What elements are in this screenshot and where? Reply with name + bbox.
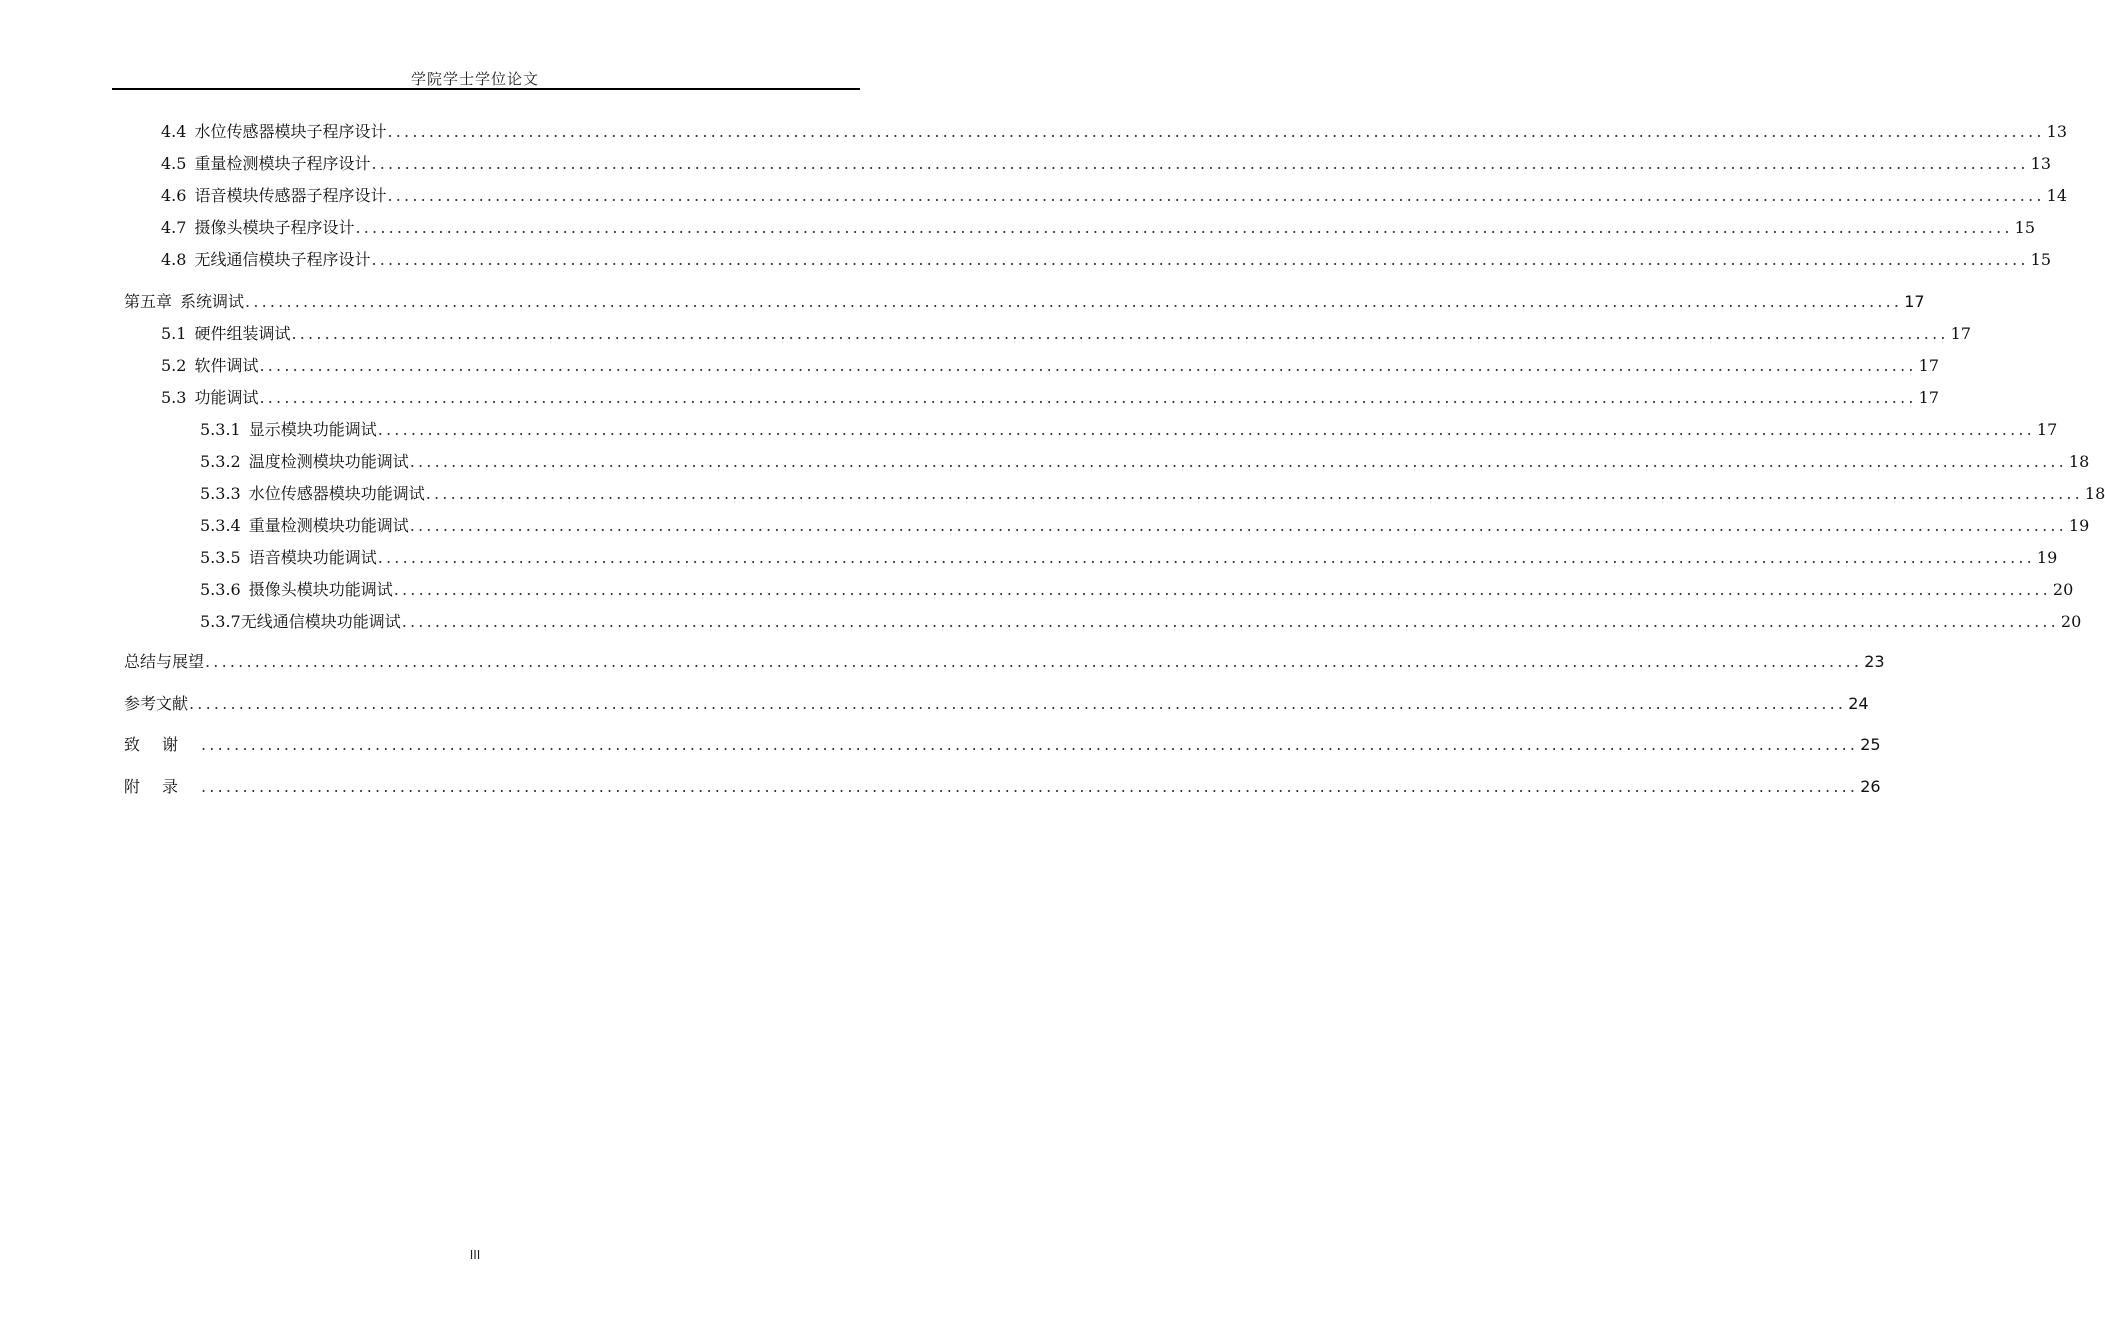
toc-entry-4-6[interactable] xyxy=(161,184,2068,208)
toc-entry-title: 语音模块传感器子程序设计 xyxy=(194,186,387,205)
toc-entry-title: 摄像头模块功能调试 xyxy=(248,580,393,599)
toc-entry-page: 19 xyxy=(2036,548,2058,567)
toc-entry-number: 5.3 xyxy=(161,388,187,407)
toc-entry-page: 13 xyxy=(2030,154,2052,173)
toc-entry-5-3-5[interactable] xyxy=(200,546,2058,570)
toc-entry-number: 4.7 xyxy=(161,218,187,237)
toc-entry-number: 5.3.3 xyxy=(200,484,241,503)
toc-entry-page: 15 xyxy=(2030,250,2052,269)
toc-entry-number: 5.2 xyxy=(161,356,187,375)
toc-entry-5-3-2[interactable] xyxy=(200,450,2090,474)
footer-page-number: III xyxy=(469,1248,481,1262)
toc-leader-dots: ........................................................................................................................................................................................................ xyxy=(371,250,2029,269)
toc-entry-4-7[interactable] xyxy=(161,216,2036,240)
toc-entry-5-1[interactable] xyxy=(161,322,1972,346)
header-title: 学院学士学位论文 xyxy=(410,70,539,88)
toc-leader-dots: ........................................................................................................................................................................................................ xyxy=(401,612,2059,631)
toc-entry-page: 23 xyxy=(1864,652,1885,671)
toc-leader-dots: ........................................................................................................................................................................................................ xyxy=(259,356,1917,375)
toc-entry-number: 第五章 xyxy=(124,292,173,311)
toc-leader-dots: ........................................................................................................................................................................................................ xyxy=(245,292,1903,311)
toc-entry-5-3-7[interactable] xyxy=(200,610,2082,634)
toc-entry-5-3-1[interactable] xyxy=(200,418,2058,442)
toc-entry-title: 摄像头模块子程序设计 xyxy=(194,218,355,237)
toc-entry-title: 无线通信模块功能调试 xyxy=(240,612,401,631)
toc-entry-title: 致谢 xyxy=(124,735,201,754)
toc-entry-number: 5.1 xyxy=(161,324,187,343)
toc-entry-5-3[interactable] xyxy=(161,386,1940,410)
toc-leader-dots: ........................................................................................................................................................................................................ xyxy=(201,777,1859,796)
toc-entry-page: 15 xyxy=(2014,218,2036,237)
toc-entry-5-3-3[interactable] xyxy=(200,482,2105,506)
toc-leader-dots: ........................................................................................................................................................................................................ xyxy=(291,324,1949,343)
toc-entry-title: 语音模块功能调试 xyxy=(248,548,377,567)
toc-entry-4-4[interactable] xyxy=(161,120,2068,144)
toc-entry-page: 20 xyxy=(2052,580,2074,599)
toc-entry-title: 功能调试 xyxy=(194,388,259,407)
toc-entry-5-3-4[interactable] xyxy=(200,514,2090,538)
toc-leader-dots: ........................................................................................................................................................................................................ xyxy=(387,122,2045,141)
toc-entry-title: 无线通信模块子程序设计 xyxy=(194,250,371,269)
toc-leader-dots: ........................................................................................................................................................................................................ xyxy=(409,452,2067,471)
toc-entry-title: 参考文献 xyxy=(124,694,189,713)
toc-entry-page: 19 xyxy=(2068,516,2090,535)
toc-leader-dots: ........................................................................................................................................................................................................ xyxy=(393,580,2051,599)
toc-entry-chapter-5[interactable] xyxy=(124,290,1925,314)
toc-entry-number: 4.5 xyxy=(161,154,187,173)
toc-entry-number: 5.3.7 xyxy=(200,612,241,631)
toc-entry-title: 重量检测模块功能调试 xyxy=(248,516,409,535)
toc-entry-page: 24 xyxy=(1848,694,1869,713)
toc-entry-page: 14 xyxy=(2046,186,2068,205)
toc-entry-references[interactable] xyxy=(124,692,1869,716)
toc-entry-acknowledgements[interactable] xyxy=(124,733,1881,757)
toc-entry-page: 20 xyxy=(2060,612,2082,631)
toc-entry-number: 5.3.6 xyxy=(200,580,241,599)
toc-entry-title: 软件调试 xyxy=(194,356,259,375)
toc-entry-title: 总结与展望 xyxy=(124,652,205,671)
toc-entry-page: 17 xyxy=(2036,420,2058,439)
toc-leader-dots: ........................................................................................................................................................................................................ xyxy=(387,186,2045,205)
toc-entry-title: 水位传感器模块子程序设计 xyxy=(194,122,387,141)
toc-entry-appendix[interactable] xyxy=(124,775,1881,799)
toc-entry-page: 25 xyxy=(1860,735,1881,754)
toc-entry-page: 17 xyxy=(1918,356,1940,375)
toc-entry-title: 温度检测模块功能调试 xyxy=(248,452,409,471)
toc-entry-title: 显示模块功能调试 xyxy=(248,420,377,439)
toc-entry-4-8[interactable] xyxy=(161,248,2052,272)
toc-entry-number: 5.3.4 xyxy=(200,516,241,535)
toc-leader-dots: ........................................................................................................................................................................................................ xyxy=(201,735,1859,754)
toc-entry-page: 18 xyxy=(2084,484,2105,503)
toc-entry-page: 17 xyxy=(1904,292,1925,311)
toc-entry-page: 13 xyxy=(2046,122,2068,141)
toc-entry-4-5[interactable] xyxy=(161,152,2052,176)
toc-entry-number: 4.4 xyxy=(161,122,187,141)
toc-entry-page: 18 xyxy=(2068,452,2090,471)
toc-entry-number: 5.3.2 xyxy=(200,452,241,471)
toc-leader-dots: ........................................................................................................................................................................................................ xyxy=(205,652,1863,671)
toc-entry-page: 17 xyxy=(1918,388,1940,407)
toc-entry-5-2[interactable] xyxy=(161,354,1940,378)
toc-leader-dots: ........................................................................................................................................................................................................ xyxy=(355,218,2013,237)
toc-entry-number: 5.3.1 xyxy=(200,420,241,439)
toc-leader-dots: ........................................................................................................................................................................................................ xyxy=(377,420,2035,439)
toc-entry-summary[interactable] xyxy=(124,650,1885,674)
toc-leader-dots: ........................................................................................................................................................................................................ xyxy=(409,516,2067,535)
toc-entry-number: 4.8 xyxy=(161,250,187,269)
toc-entry-5-3-6[interactable] xyxy=(200,578,2074,602)
toc-entry-title: 附录 xyxy=(124,777,201,796)
toc-entry-page: 17 xyxy=(1950,324,1972,343)
toc-entry-title: 系统调试 xyxy=(180,292,245,311)
toc-entry-page: 26 xyxy=(1860,777,1881,796)
toc-leader-dots: ........................................................................................................................................................................................................ xyxy=(371,154,2029,173)
toc-leader-dots: ........................................................................................................................................................................................................ xyxy=(425,484,2083,503)
toc-leader-dots: ........................................................................................................................................................................................................ xyxy=(377,548,2035,567)
toc-entry-title: 硬件组装调试 xyxy=(194,324,291,343)
toc-entry-number: 4.6 xyxy=(161,186,187,205)
toc-leader-dots: ........................................................................................................................................................................................................ xyxy=(189,694,1847,713)
toc-entry-number: 5.3.5 xyxy=(200,548,241,567)
toc-entry-title: 水位传感器模块功能调试 xyxy=(248,484,425,503)
toc-leader-dots: ........................................................................................................................................................................................................ xyxy=(259,388,1917,407)
toc-entry-title: 重量检测模块子程序设计 xyxy=(194,154,371,173)
